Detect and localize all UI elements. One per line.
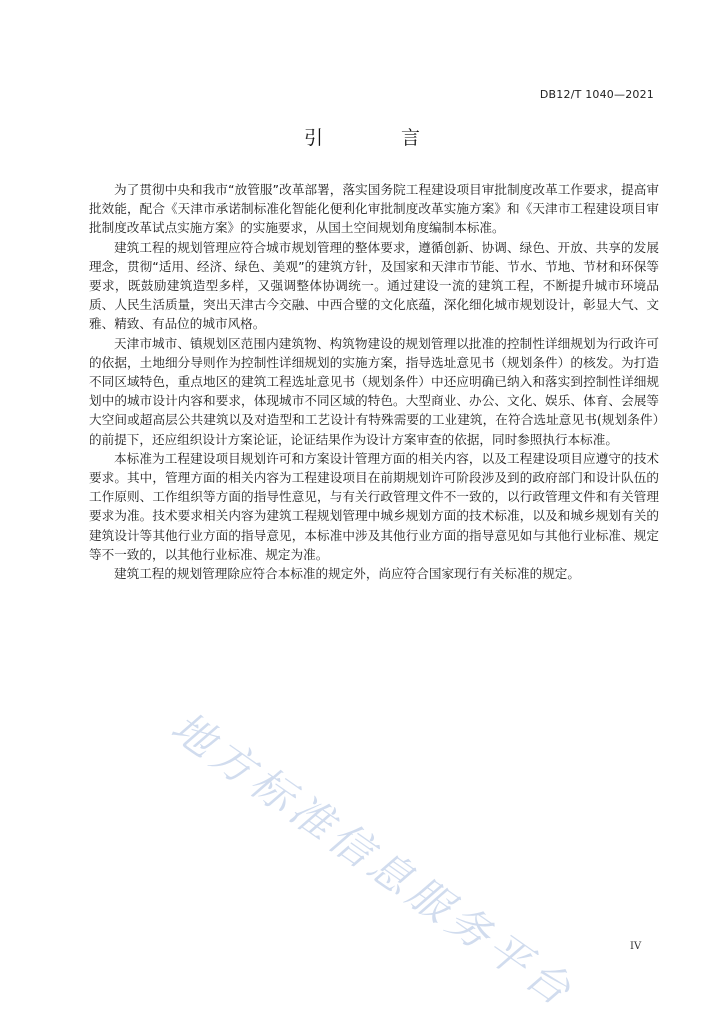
paragraph: 建筑工程的规划管理除应符合本标准的规定外，尚应符合国家现行有关标准的规定。 [114,566,580,582]
paragraph: 天津市城市、镇规划区范围内建筑物、构筑物建设的规划管理以批准的控制性详细规划为行政许可的依据，土地细分导则作为控制性详细规划的实施方案，指导选址意见书（规划条件）的核发。为打造不同区域特色，重点地区的建筑工程选址意见书（规划条件）中还应明确已纳入和落实到控制性详细规划中的城市设计内容和要求，体现城市不同区域的特色。大型商业、办公、文化、娱乐、体育、会展等大空间或超高层公共建筑以及对造型和工艺设计有特殊需要的工业建筑，在符合选址意见书(规划条件）的前提下，还应组织设计方案论证，论证结果作为设计方案审查的依据，同时参照执行本标准。 [89,335,659,447]
paragraph: 为了贯彻中央和我市“放管服”改革部署，落实国务院工程建设项目审批制度改革工作要求，提高审批效能，配合《天津市承诺制标准化智能化便利化审批制度改革实施方案》和《天津市工程建设项目审批制度改革试点实施方案》的实施要求，从国土空间规划角度编制本标准。 [89,182,659,236]
page-number: IV [630,941,642,952]
standard-code: DB12/T 1040—2021 [539,88,654,101]
paragraph: 建筑工程的规划管理应符合城市规划管理的整体要求，遵循创新、协调、绿色、开放、共享的发展理念，贯彻“适用、经济、绿色、美观”的建筑方针，及国家和天津市节能、节水、节地、节材和环保等要求，既鼓励建筑造型多样，又强调整体协调统一。通过建设一流的建筑工程，不断提升城市环境品质、人民生活质量，突出天津古今交融、中西合璧的文化底蕴，深化细化城市规划设计，彰显大气、文雅、精致、有品位的城市风格。 [89,239,659,332]
watermark: 地方标准信息服务平台 [162,701,584,1018]
paragraph: 本标准为工程建设项目规划许可和方案设计管理方面的相关内容，以及工程建设项目应遵守的技术要求。其中，管理方面的相关内容为工程建设项目在前期规划许可阶段涉及到的政府部门和设计队伍的工作原则、工作组织等方面的指导性意见，与有关行政管理文件不一致的，以行政管理文件和有关管理要求为准。技术要求相关内容为建筑工程规划管理中城乡规划方面的技术标准，以及和城乡规划有关的建筑设计等其他行业方面的指导意见，本标准中涉及其他行业方面的指导意见如与其他行业标准、规定等不一致的，以其他行业标准、规定为准。 [89,450,659,562]
page-title: 引 言 [303,127,457,149]
body-text [89,180,659,583]
